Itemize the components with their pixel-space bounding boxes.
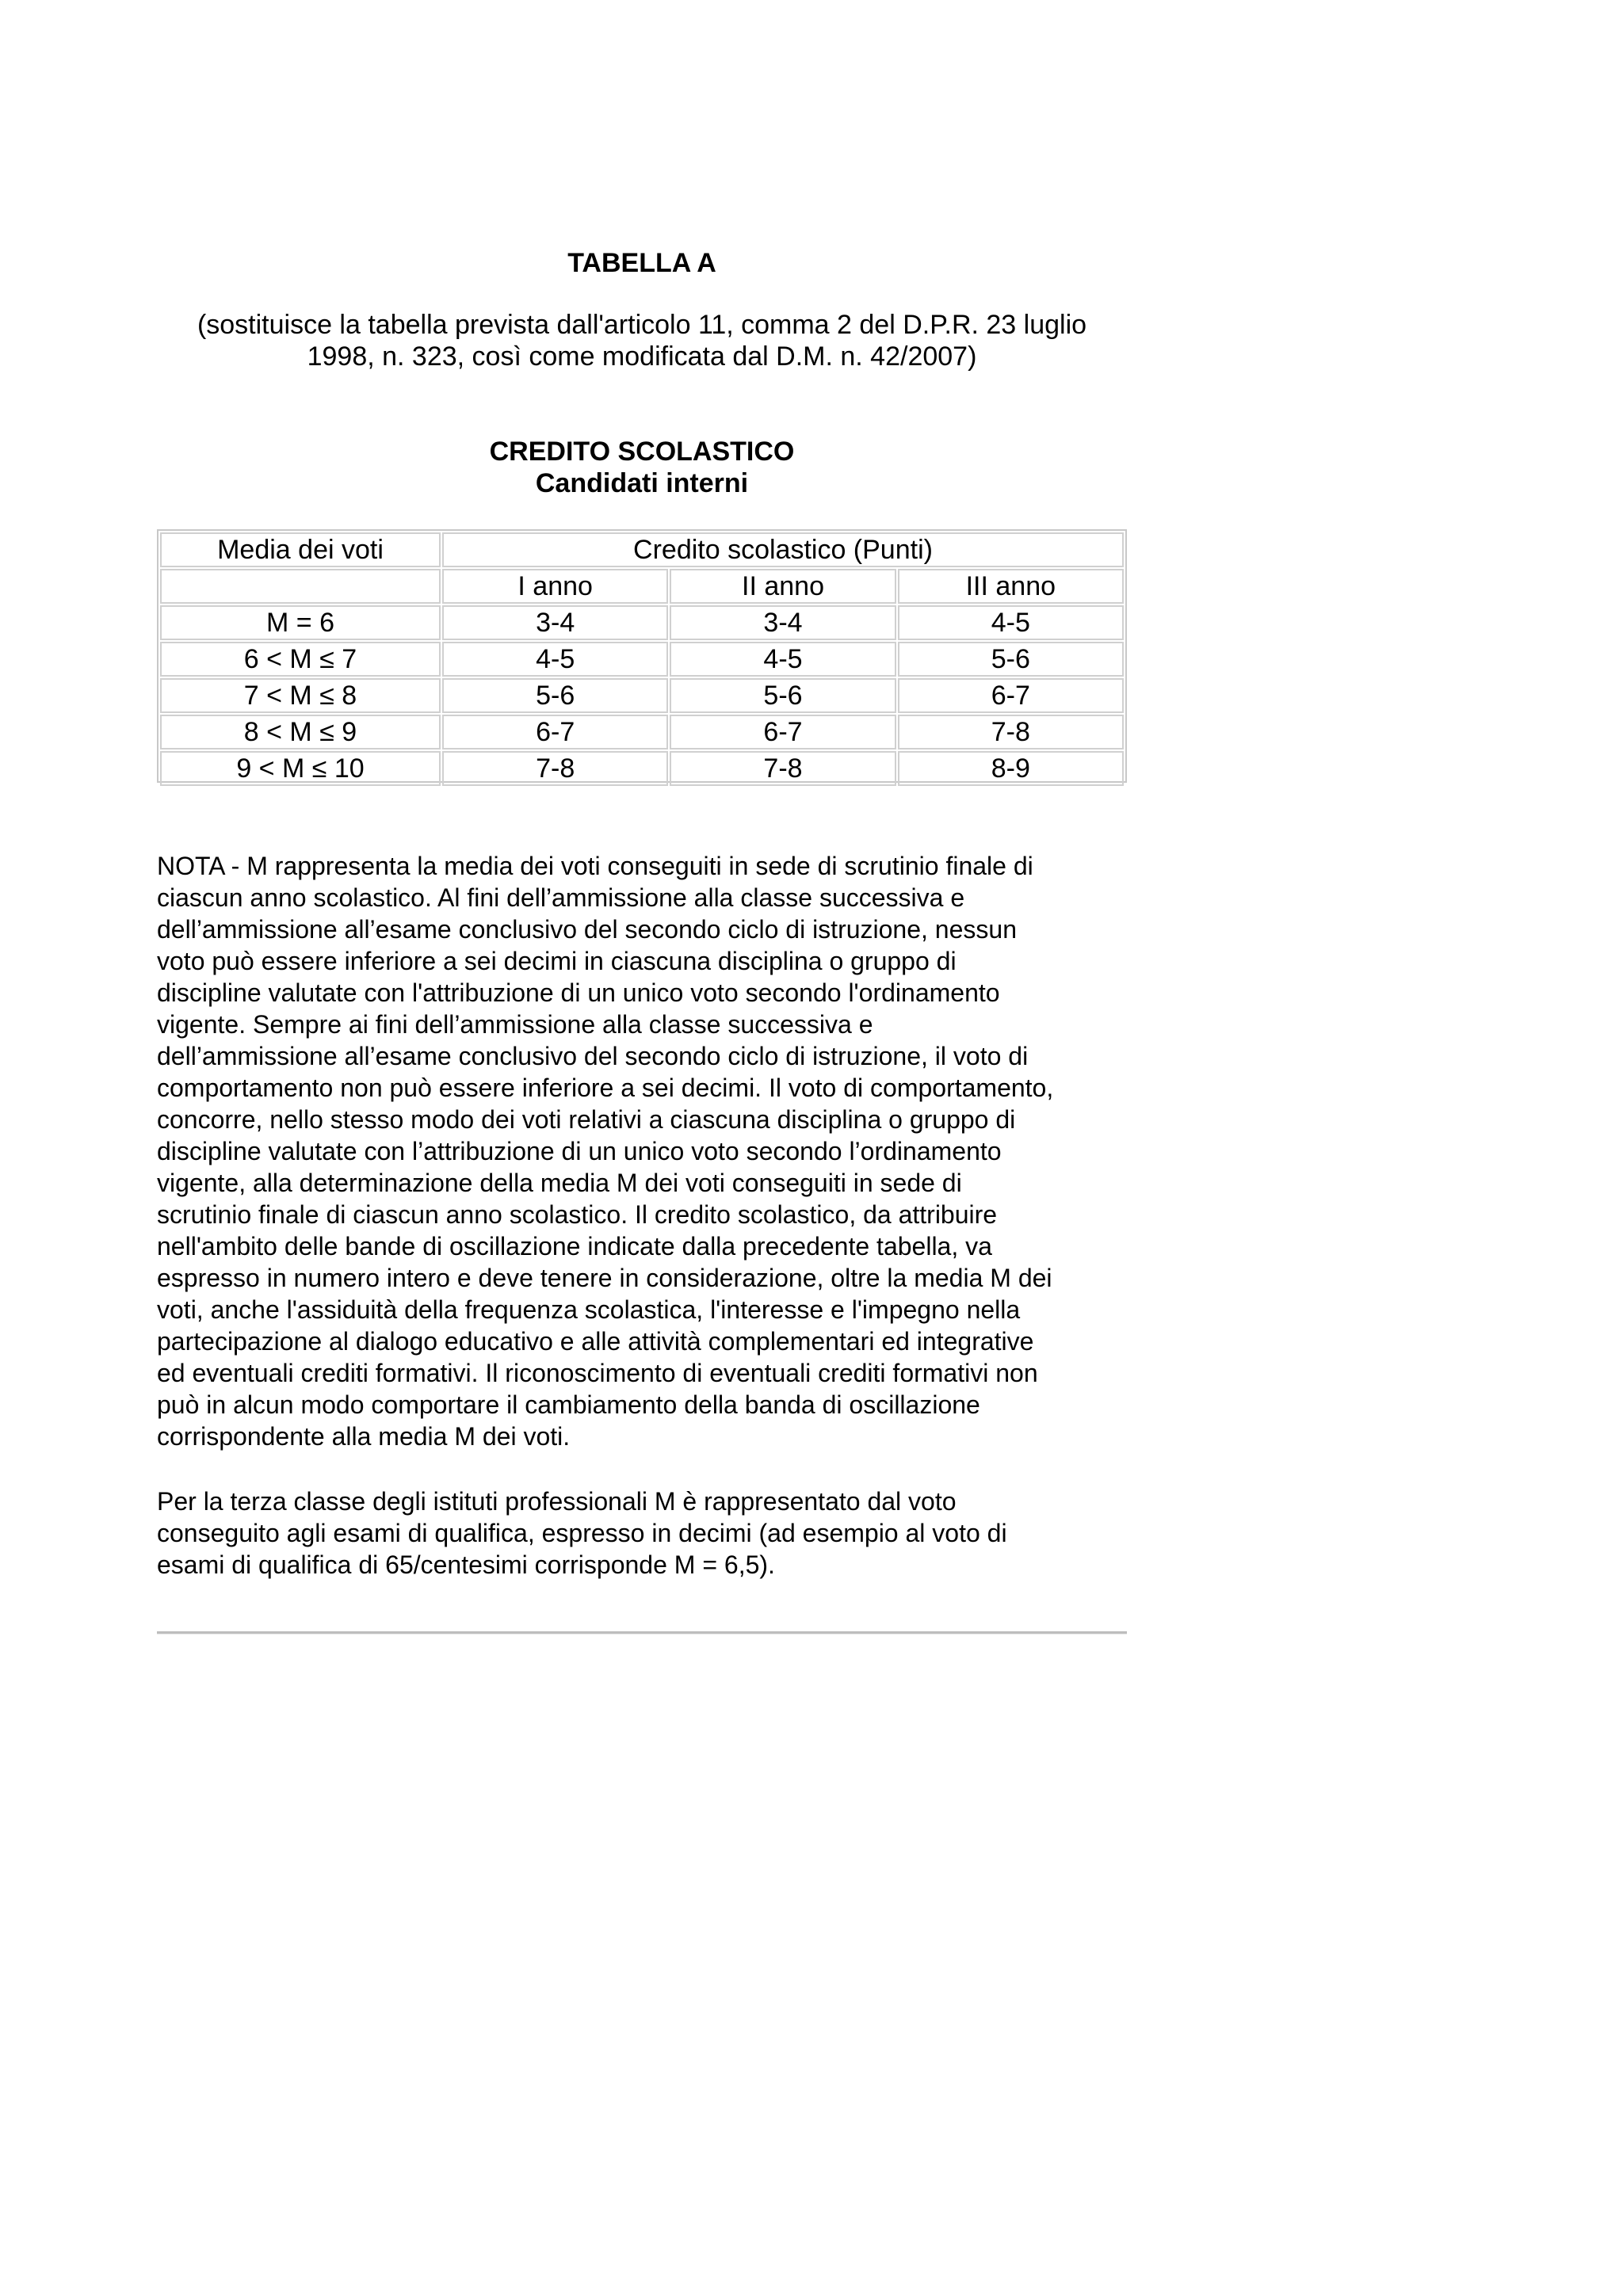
media-cell: 7 < M ≤ 8: [160, 678, 441, 713]
header-year-2: II anno: [670, 569, 896, 604]
credit-cell: 5-6: [442, 678, 668, 713]
note-line: comportamento non può essere inferiore a sei decimi. Il voto di comportamento,: [157, 1074, 1054, 1102]
credit-cell: 3-4: [442, 605, 668, 640]
media-cell: 9 < M ≤ 10: [160, 751, 441, 786]
table-row: [160, 751, 1124, 786]
note-line: concorre, nello stesso modo dei voti relativi a ciascuna disciplina o gruppo di: [157, 1105, 1016, 1134]
credit-cell: 7-8: [442, 751, 668, 786]
note-line: scrutinio finale di ciascun anno scolastico. Il credito scolastico, da attribuire: [157, 1200, 998, 1229]
note-line: corrispondente alla media M dei voti.: [157, 1422, 571, 1451]
note-line: discipline valutate con l'attribuzione di un unico voto secondo l'ordinamento: [157, 978, 1000, 1007]
empty-header-cell: [160, 569, 441, 604]
paragraph-line: conseguito agli esami di qualifica, espresso in decimi (ad esempio al voto di: [157, 1519, 1007, 1547]
credit-cell: 5-6: [898, 642, 1124, 677]
header-year-3: III anno: [898, 569, 1124, 604]
header-year-1: I anno: [442, 569, 668, 604]
note-line: nell'ambito delle bande di oscillazione indicate dalla precedente tabella, va: [157, 1232, 992, 1261]
credit-cell: 6-7: [442, 715, 668, 749]
document-subtitle: [151, 309, 1133, 372]
professional-institutes-paragraph: [157, 1486, 1128, 1581]
note-line: dell’ammissione all’esame conclusivo del secondo ciclo di istruzione, nessun: [157, 915, 1017, 944]
table-row: [160, 605, 1124, 640]
credit-cell: 4-5: [442, 642, 668, 677]
table-row: [160, 642, 1124, 677]
media-cell: M = 6: [160, 605, 441, 640]
note-line: vigente, alla determinazione della media M dei voti conseguiti in sede di: [157, 1169, 962, 1197]
note-line: voto può essere inferiore a sei decimi in ciascuna disciplina o gruppo di: [157, 947, 957, 975]
credit-cell: 7-8: [898, 715, 1124, 749]
media-cell: 6 < M ≤ 7: [160, 642, 441, 677]
table-row: [160, 678, 1124, 713]
credit-table: [158, 531, 1125, 788]
table-row: [160, 715, 1124, 749]
credit-cell: 6-7: [670, 715, 896, 749]
note-line: dell’ammissione all’esame conclusivo del secondo ciclo di istruzione, il voto di: [157, 1042, 1029, 1070]
credit-cell: 8-9: [898, 751, 1124, 786]
header-credito-scolastico: Credito scolastico (Punti): [442, 532, 1124, 567]
note-line: vigente. Sempre ai fini dell’ammissione alla classe successiva e: [157, 1010, 873, 1039]
horizontal-rule: [157, 1631, 1127, 1634]
header-media-dei-voti: Media dei voti: [160, 532, 441, 567]
credit-cell: 4-5: [898, 605, 1124, 640]
credit-cell: 6-7: [898, 678, 1124, 713]
paragraph-line: esami di qualifica di 65/centesimi corrisponde M = 6,5).: [157, 1550, 775, 1579]
document-title: TABELLA A: [567, 248, 716, 278]
table-header-row: [160, 532, 1124, 567]
media-cell: 8 < M ≤ 9: [160, 715, 441, 749]
credit-table-container: [157, 529, 1127, 783]
note-line: voti, anche l'assiduità della frequenza scolastica, l'interesse e l'impegno nella: [157, 1295, 1021, 1324]
note-line: può in alcun modo comportare il cambiamento della banda di oscillazione: [157, 1390, 980, 1419]
note-line: ciascun anno scolastico. Al fini dell’ammissione alla classe successiva e: [157, 883, 965, 912]
table-year-header-row: [160, 569, 1124, 604]
note-line: partecipazione al dialogo educativo e alle attività complementari ed integrative: [157, 1327, 1034, 1356]
credit-cell: 5-6: [670, 678, 896, 713]
credit-cell: 3-4: [670, 605, 896, 640]
note-line: espresso in numero intero e deve tenere in considerazione, oltre la media M dei: [157, 1264, 1052, 1292]
subtitle-line-2: 1998, n. 323, così come modificata dal D.M. n. 42/2007): [307, 341, 977, 372]
section-title-line-1: CREDITO SCOLASTICO: [489, 437, 795, 467]
section-title: [444, 436, 840, 499]
note-line: NOTA - M rappresenta la media dei voti conseguiti in sede di scrutinio finale di: [157, 852, 1033, 880]
note-paragraph: [157, 850, 1128, 1452]
note-line: discipline valutate con l’attribuzione di un unico voto secondo l’ordinamento: [157, 1137, 1002, 1165]
subtitle-line-1: (sostituisce la tabella prevista dall'articolo 11, comma 2 del D.P.R. 23 luglio: [197, 310, 1087, 340]
section-title-line-2: Candidati interni: [535, 468, 749, 498]
credit-cell: 4-5: [670, 642, 896, 677]
note-line: ed eventuali crediti formativi. Il riconoscimento di eventuali crediti formativi non: [157, 1359, 1038, 1387]
credit-cell: 7-8: [670, 751, 896, 786]
paragraph-line: Per la terza classe degli istituti professionali M è rappresentato dal voto: [157, 1487, 957, 1516]
